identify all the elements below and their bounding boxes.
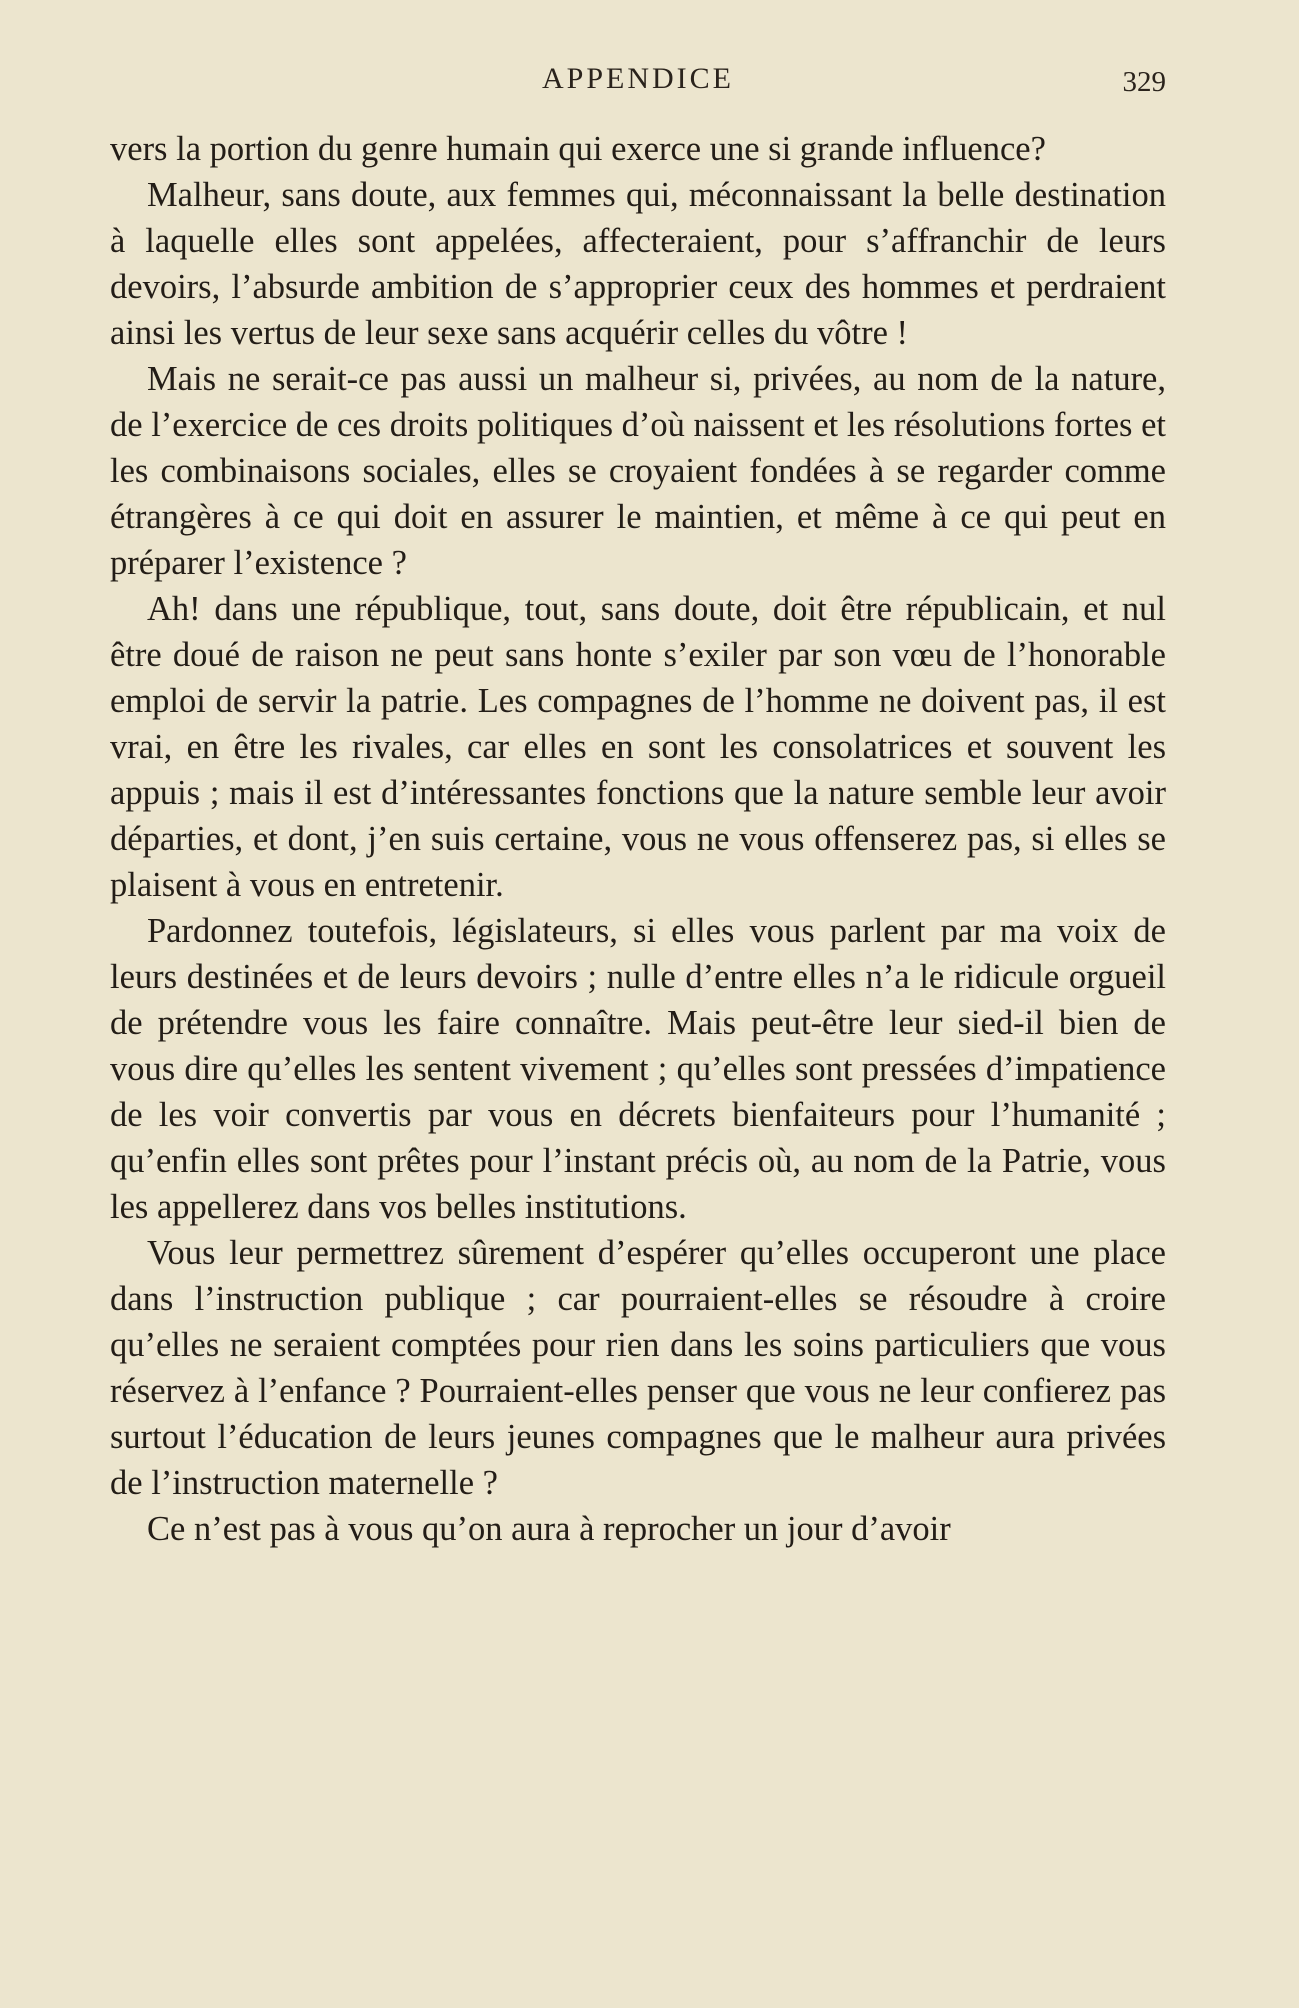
paragraph: Pardonnez toutefois, législateurs, si elles vous parlent par ma voix de leurs destinées et de leurs devoirs ; nulle d’entre elles n’a le ridicule orgueil de prétendre vous les faire connaître. Mais peut-être leur sied-il bien de vous dire qu’elles les sentent vivement ; qu’elles sont pressées d’impatience de les voir convertis par vous en décrets bienfaiteurs pour l’humanité ; qu’enfin elles sont prêtes pour l’instant précis où, au nom de la Patrie, vous les appellerez dans vos belles institutions. — [110, 912, 1166, 1226]
paragraph: Ah! dans une république, tout, sans doute, doit être républicain, et nul être doué de raison ne peut sans honte s’exiler par son vœu de l’honorable emploi de servir la patrie. Les compagnes de l’homme ne doivent pas, il est vrai, en être les rivales, car elles en sont les consolatrices et souvent les appuis ; mais il est d’intéressantes fonctions que la nature semble leur avoir départies, et dont, j’en suis certaine, vous ne vous offenserez pas, si elles se plaisent à vous en entretenir. — [110, 590, 1166, 904]
body-text — [110, 126, 1166, 1552]
paragraph: Ce n’est pas à vous qu’on aura à reprocher un jour d’avoir — [147, 1510, 951, 1548]
paragraph-continuation: vers la portion du genre humain qui exerce une si grande influence? — [110, 130, 1046, 168]
page-header — [110, 62, 1166, 114]
paragraph: Malheur, sans doute, aux femmes qui, méconnaissant la belle destination à laquelle elles sont appelées, affecteraient, pour s’affranchir de leurs devoirs, l’absurde ambition de s’approprier ceux des hommes et perdraient ainsi les vertus de leur sexe sans acquérir celles du vôtre ! — [110, 176, 1166, 352]
paragraph: Mais ne serait-ce pas aussi un malheur si, privées, au nom de la nature, de l’exercice de ces droits politiques d’où naissent et les résolutions fortes et les combinaisons sociales, elles se croyaient fondées à se regarder comme étrangères à ce qui doit en assurer le maintien, et même à ce qui peut en préparer l’existence ? — [110, 360, 1166, 582]
paragraph: Vous leur permettrez sûrement d’espérer qu’elles occuperont une place dans l’instruction publique ; car pourraient-elles se résoudre à croire qu’elles ne seraient comptées pour rien dans les soins particuliers que vous réservez à l’enfance ? Pourraient-elles penser que vous ne leur confierez pas surtout l’éducation de leurs jeunes compagnes que le malheur aura privées de l’instruction maternelle ? — [110, 1234, 1166, 1502]
page-number: 329 — [1122, 66, 1166, 98]
running-title: APPENDICE — [541, 62, 734, 95]
